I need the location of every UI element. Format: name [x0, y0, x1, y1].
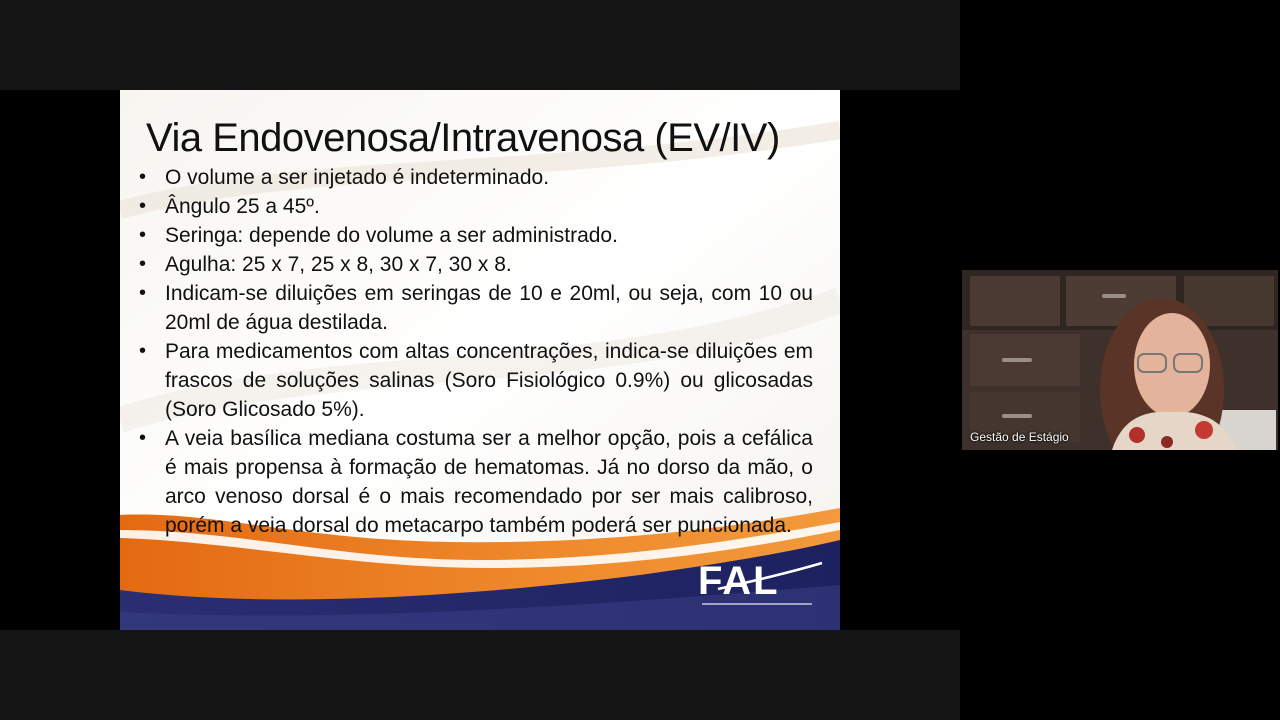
letterbox-bottom [0, 630, 960, 720]
participant-video-tile[interactable] [962, 270, 1278, 450]
bullet-item: • O volume a ser injetado é indeterminado. [138, 163, 813, 192]
logo-underline [702, 603, 812, 605]
bullet-item: • Para medicamentos com altas concentrações, indica-se diluições em frascos de soluções salinas (Soro Fisiológico 0.9%) ou glicosadas (Soro Glicosado 5%). [138, 337, 813, 424]
bullet-item: • Seringa: depende do volume a ser administrado. [138, 221, 813, 250]
logo-swoosh-icon [698, 559, 828, 609]
bullet-item: • Agulha: 25 x 7, 25 x 8, 30 x 7, 30 x 8. [138, 250, 813, 279]
letterbox-top [0, 0, 960, 90]
logo-text: FAL [698, 559, 780, 603]
bullet-list [138, 163, 813, 540]
bullet-item: • Ângulo 25 a 45º. [138, 192, 813, 221]
participant-video-feed [962, 270, 1278, 450]
participant-name-label: Gestão de Estágio [970, 430, 1069, 444]
fal-logo [698, 559, 828, 609]
bullet-item: • A veia basílica mediana costuma ser a melhor opção, pois a cefálica é mais propensa à formação de hematomas. Já no dorso da mão, o arco venoso dorsal é o mais recomendado por ser mais calibroso, porém a veia dorsal do metacarpo também poderá ser puncionada. [138, 424, 813, 540]
presentation-slide [120, 90, 840, 630]
bullet-item: • Indicam-se diluições em seringas de 10 e 20ml, ou seja, com 10 ou 20ml de água destilada. [138, 279, 813, 337]
slide-title: Via Endovenosa/Intravenosa (EV/IV) [146, 116, 780, 160]
